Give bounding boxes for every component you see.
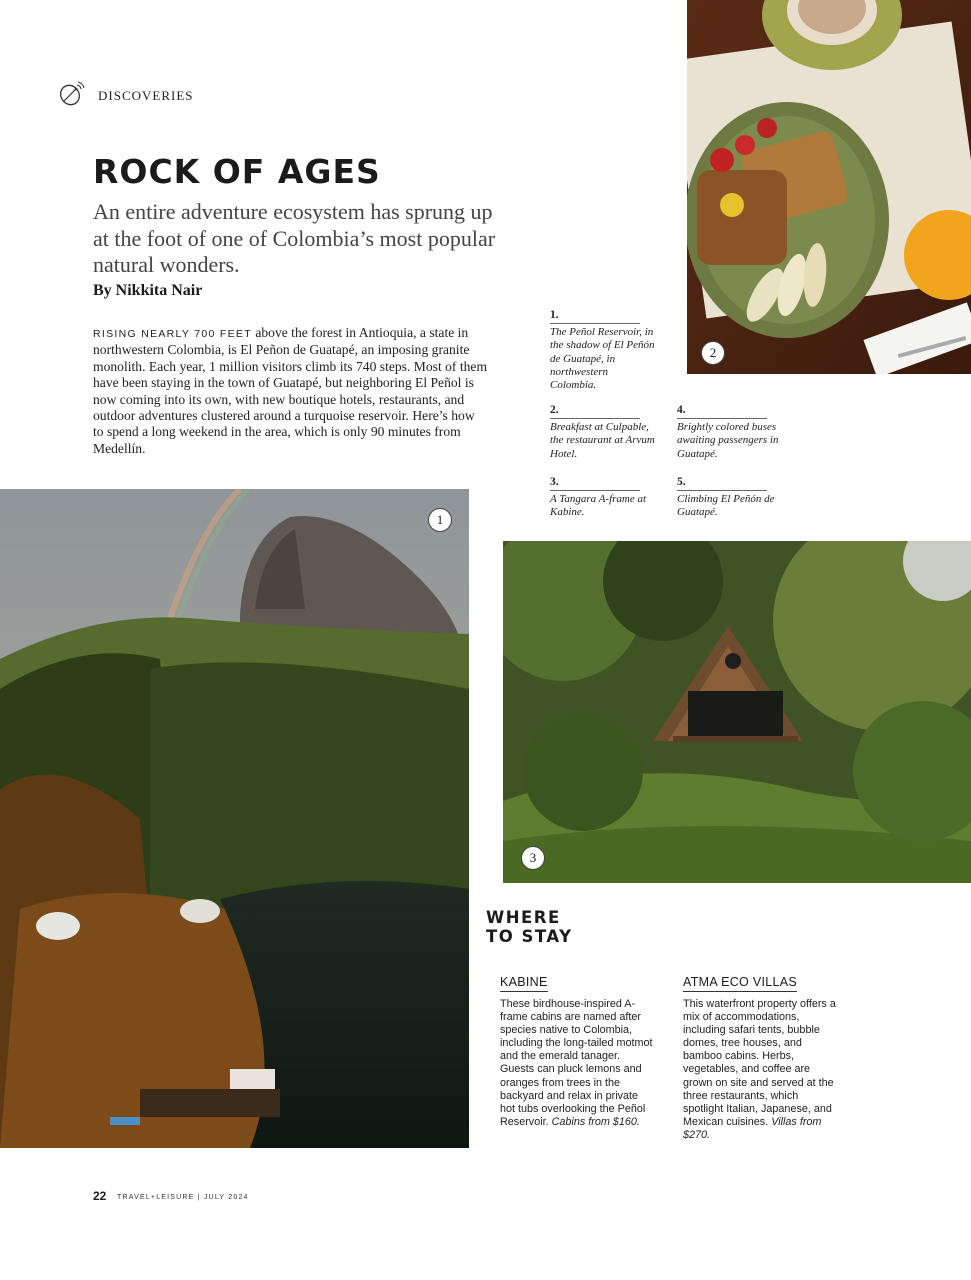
byline: By Nikkita Nair (93, 282, 203, 299)
hotel-price: Cabins from $160. (551, 1115, 640, 1128)
satellite-dish-icon (58, 80, 86, 108)
publication-line: TRAVEL+LEISURE | JULY 2024 (117, 1194, 249, 1201)
caption-number: 4. (677, 404, 767, 419)
caption-number: 1. (550, 309, 640, 324)
caption-4 (677, 404, 787, 461)
photo-number-badge: 1 (428, 508, 452, 532)
article-dek: An entire adventure ecosystem has sprung up at the foot of one of Colombia’s most popular natural wonders. (93, 199, 496, 277)
caption-text: Brightly colored buses awaiting passengers in Guatapé. (677, 421, 779, 460)
caption-text: The Peñol Reservoir, in the shadow of El Peñón de Guatapé, in northwestern Colombia. (550, 326, 655, 392)
stay-atma-eco-villas (683, 971, 838, 1142)
caption-text: A Tangara A-frame at Kabine. (550, 493, 647, 519)
stay-kabine (500, 971, 655, 1129)
caption-1 (550, 309, 655, 392)
caption-number: 3. (550, 476, 640, 491)
section-label: DISCOVERIES (98, 88, 194, 103)
hotel-description: This waterfront property offers a mix of accommodations, including safari tents, bubble domes, tree houses, and bamboo cabins. Herbs, vegetables, and coffee are grown on site and served at the three restaurants, which spotlight Italian, Japanese, and Mexican cuisines. Villas from $270. (683, 998, 836, 1141)
caption-3 (550, 476, 655, 520)
heading-line: TO STAY (486, 927, 573, 946)
photo-number-badge: 3 (521, 846, 545, 870)
body-text: above the forest in Antioquia, a state in northwestern Colombia, is El Peñon de Guatapé, an imposing granite monolith. Each year, 1 million visitors climb its 740 steps. Most of them have been staying in the town of Guatapé, but neighboring El Peñol is now coming into its own, with new boutique hotels, restaurants, and outdoor adventures clustered around a turquoise reservoir. Here’s how to spend a long weekend in the area, which is only 90 minutes from Medellín. (93, 325, 488, 456)
article-title: ROCK OF AGES (93, 152, 381, 191)
hotel-description: These birdhouse-inspired A-frame cabins are named after species native to Colombia, including the long-tailed motmot and the emerald tanager. Guests can pluck lemons and oranges from trees in the backyard and relax in private hot tubs overlooking the Peñol Reservoir. Cabins from $160. (500, 998, 653, 1128)
hotel-price: Villas from $270. (683, 1115, 822, 1141)
caption-2 (550, 404, 660, 461)
photo-number-badge: 2 (701, 341, 725, 365)
page-number: 22 (93, 1189, 107, 1203)
photo-breakfast (687, 0, 971, 374)
hotel-name: KABINE (500, 975, 548, 992)
caption-text: Climbing El Peñón de Guatapé. (677, 493, 775, 519)
lead-in: RISING NEARLY 700 FEET (93, 328, 252, 340)
heading-line: WHERE (486, 908, 561, 927)
photo-kabine-aframe (503, 541, 971, 883)
photo-penon-reservoir (0, 489, 469, 1148)
where-to-stay-heading (486, 908, 573, 946)
caption-number: 2. (550, 404, 640, 419)
caption-text: Breakfast at Culpable, the restaurant at Arvum Hotel. (550, 421, 655, 460)
hotel-name: ATMA ECO VILLAS (683, 975, 797, 992)
caption-number: 5. (677, 476, 767, 491)
caption-5 (677, 476, 782, 520)
article-body (93, 325, 488, 457)
